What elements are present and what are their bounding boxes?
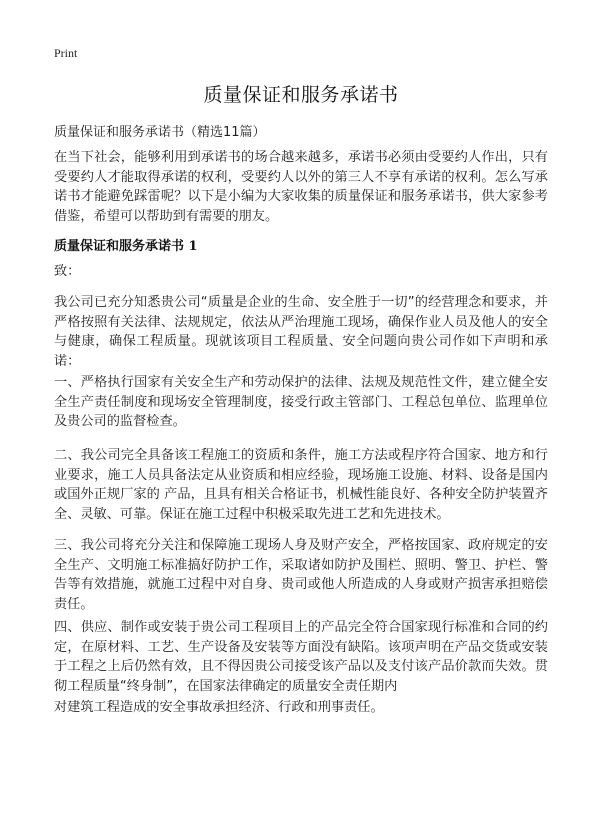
document-title: 质量保证和服务承诺书 bbox=[203, 84, 399, 106]
paragraph-clause-1: 一、严格执行国家有关安全生产和劳动保护的法律、法规及规范性文件，建立健全安全生产责任制度和现场安全管理制度，接受行政主管部门、工程总包单位、监理单位及贵公司的监督检查。 bbox=[54, 375, 548, 429]
intro-paragraph: 在当下社会，能够利用到承诺书的场合越来越多，承诺书必须由受要约人作出，只有受要约人才能取得承诺的权利，受要约人以外的第三人不享有承诺的权利。怎么写承诺书才能避免踩雷呢？以下是小编为大家收集的质量保证和服务承诺书，供大家参考借鉴，希望可以帮助到有需要的朋友。 bbox=[54, 150, 548, 224]
salutation: 致： bbox=[54, 264, 81, 279]
document-subtitle: 质量保证和服务承诺书（精选11篇） bbox=[54, 125, 266, 140]
print-link[interactable]: Print bbox=[54, 46, 78, 60]
paragraph-preamble: 我公司已充分知悉贵公司“质量是企业的生命、安全胜于一切”的经营理念和要求，并严格按照有关法律、法规规定，依法从严治理施工现场，确保作业人员及他人的安全与健康，确保工程质量。现就该项目工程质量、安全问题向贵公司作如下声明和承诺： bbox=[54, 295, 548, 369]
paragraph-clause-4: 四、供应、制作或安装于贵公司工程项目上的产品完全符合国家现行标准和合同的约定，在原材料、工艺、生产设备及安装等方面没有缺陷。该项声明在产品交货或安装于工程之上后仍然有效，且不得因贵公司接受该产品以及支付该产品价款而失效。贯彻工程质量“终身制”，在国家法律确定的质量安全责任期内 bbox=[54, 620, 548, 694]
section-heading: 质量保证和服务承诺书 1 bbox=[54, 239, 198, 254]
paragraph-liability: 对建筑工程造成的安全事故承担经济、行政和刑事责任。 bbox=[54, 700, 384, 715]
paragraph-clause-2: 二、我公司完全具备该工程施工的资质和条件，施工方法或程序符合国家、地方和行业要求，施工人员具备法定从业资质和相应经验，现场施工设施、材料、设备是国内或国外正规厂家的 产品，且具有相关合格证书，机械性能良好、各种安全防护装置齐全、灵敏、可靠。保证在施工过程中积极采取先进工艺和先进技术。 bbox=[54, 448, 548, 522]
paragraph-clause-3: 三、我公司将充分关注和保障施工现场人身及财产安全，严格按国家、政府规定的安全生产、文明施工标准搞好防护工作，采取诸如防护及围栏、照明、警卫、护栏、警告等有效措施，就施工过程中对自身、贵司或他人所造成的人身或财产损害承担赔偿责任。 bbox=[54, 538, 548, 612]
